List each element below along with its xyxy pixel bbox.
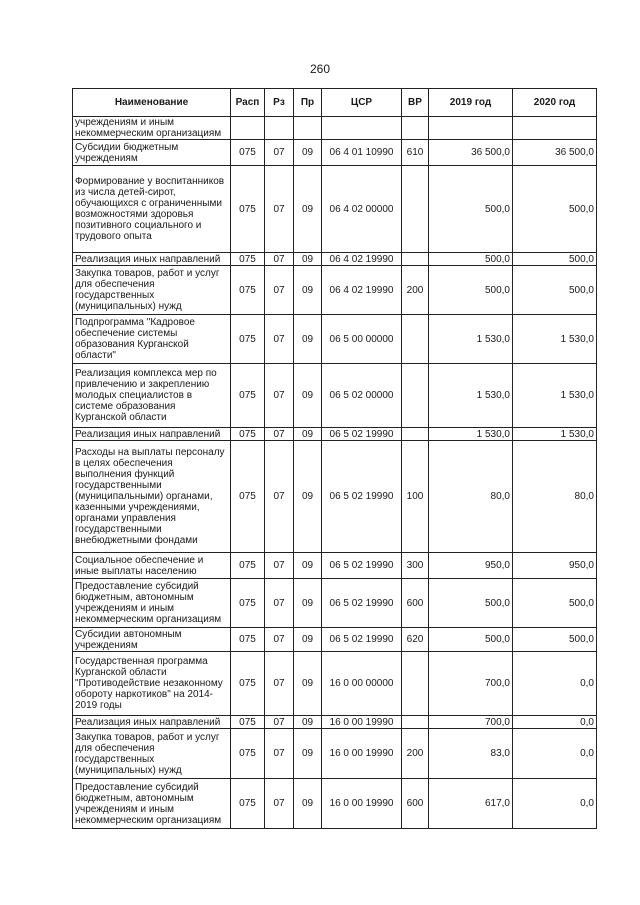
row-rz-cell: 07	[265, 729, 294, 779]
row-name-cell: Расходы на выплаты персоналу в целях обеспечения выполнения функций государственными (муниципальными) органами, казенными учреждениями, органами управления государственными внебюджетными фондами	[73, 441, 231, 553]
row-2019-cell	[429, 117, 513, 140]
row-pr-cell: 09	[294, 441, 322, 553]
row-2019-cell: 500,0	[429, 166, 513, 253]
row-pr-cell: 09	[294, 364, 322, 428]
row-vr-cell	[402, 652, 429, 716]
row-rz-cell: 07	[265, 140, 294, 166]
row-vr-cell: 610	[402, 140, 429, 166]
row-rz-cell: 07	[265, 364, 294, 428]
table-row	[73, 779, 597, 829]
table-row	[73, 166, 597, 253]
row-rz-cell	[265, 117, 294, 140]
row-csr-cell	[322, 117, 402, 140]
page-number: 260	[309, 62, 331, 76]
row-csr-cell: 06 5 02 19990	[322, 441, 402, 553]
row-2019-cell: 950,0	[429, 553, 513, 579]
row-name-cell: Реализация иных направлений	[73, 716, 231, 729]
table-row	[73, 253, 597, 266]
row-name-cell: Реализация иных направлений	[73, 428, 231, 441]
header-vr: ВР	[402, 89, 429, 117]
row-pr-cell: 09	[294, 140, 322, 166]
row-2020-cell: 500,0	[513, 628, 597, 652]
header-2020: 2020 год	[513, 89, 597, 117]
row-csr-cell: 16 0 00 19990	[322, 779, 402, 829]
row-rz-cell: 07	[265, 579, 294, 628]
row-vr-cell: 200	[402, 729, 429, 779]
row-rasp-cell: 075	[231, 140, 265, 166]
row-rasp-cell: 075	[231, 779, 265, 829]
row-2020-cell: 1 530,0	[513, 315, 597, 364]
row-pr-cell: 09	[294, 716, 322, 729]
row-pr-cell: 09	[294, 166, 322, 253]
row-2020-cell: 500,0	[513, 253, 597, 266]
row-pr-cell: 09	[294, 729, 322, 779]
row-csr-cell: 16 0 00 19990	[322, 716, 402, 729]
row-2020-cell: 500,0	[513, 579, 597, 628]
row-rasp-cell: 075	[231, 364, 265, 428]
row-csr-cell: 06 5 02 00000	[322, 364, 402, 428]
row-2019-cell: 1 530,0	[429, 364, 513, 428]
row-rasp-cell: 075	[231, 652, 265, 716]
row-name-cell: Реализация иных направлений	[73, 253, 231, 266]
table-row	[73, 266, 597, 315]
row-pr-cell: 09	[294, 652, 322, 716]
row-vr-cell: 100	[402, 441, 429, 553]
row-csr-cell: 06 4 02 00000	[322, 166, 402, 253]
row-rz-cell: 07	[265, 315, 294, 364]
row-2019-cell: 1 530,0	[429, 428, 513, 441]
row-2019-cell: 500,0	[429, 266, 513, 315]
row-rasp-cell: 075	[231, 166, 265, 253]
row-2020-cell: 500,0	[513, 266, 597, 315]
row-rz-cell: 07	[265, 628, 294, 652]
row-rasp-cell: 075	[231, 716, 265, 729]
row-csr-cell: 06 5 02 19990	[322, 428, 402, 441]
row-csr-cell: 16 0 00 19990	[322, 729, 402, 779]
row-2019-cell: 500,0	[429, 253, 513, 266]
row-pr-cell: 09	[294, 266, 322, 315]
table-row	[73, 628, 597, 652]
row-name-cell: Предоставление субсидий бюджетным, автономным учреждениям и иным некоммерческим организациям	[73, 779, 231, 829]
table-row	[73, 716, 597, 729]
row-vr-cell: 200	[402, 266, 429, 315]
row-csr-cell: 06 4 01 10990	[322, 140, 402, 166]
row-pr-cell: 09	[294, 428, 322, 441]
row-2020-cell: 1 530,0	[513, 364, 597, 428]
row-2019-cell: 500,0	[429, 628, 513, 652]
row-csr-cell: 06 5 00 00000	[322, 315, 402, 364]
row-2020-cell: 0,0	[513, 729, 597, 779]
row-name-cell: Государственная программа Курганской области "Противодействие незаконному обороту наркотиков" на 2014-2019 годы	[73, 652, 231, 716]
row-2019-cell: 80,0	[429, 441, 513, 553]
row-pr-cell: 09	[294, 779, 322, 829]
row-name-cell: Субсидии бюджетным учреждениям	[73, 140, 231, 166]
row-2019-cell: 83,0	[429, 729, 513, 779]
table-row	[73, 428, 597, 441]
row-rasp-cell: 075	[231, 553, 265, 579]
row-pr-cell: 09	[294, 579, 322, 628]
row-vr-cell: 600	[402, 579, 429, 628]
row-rz-cell: 07	[265, 553, 294, 579]
row-rz-cell: 07	[265, 253, 294, 266]
row-vr-cell	[402, 364, 429, 428]
row-csr-cell: 06 5 02 19990	[322, 628, 402, 652]
row-csr-cell: 06 4 02 19990	[322, 266, 402, 315]
row-rz-cell: 07	[265, 428, 294, 441]
table-header-row	[73, 89, 597, 117]
row-pr-cell	[294, 117, 322, 140]
row-pr-cell: 09	[294, 628, 322, 652]
row-rz-cell: 07	[265, 779, 294, 829]
row-2019-cell: 36 500,0	[429, 140, 513, 166]
row-2020-cell: 0,0	[513, 716, 597, 729]
row-2020-cell: 950,0	[513, 553, 597, 579]
row-rasp-cell: 075	[231, 729, 265, 779]
row-rz-cell: 07	[265, 716, 294, 729]
header-rz: Рз	[265, 89, 294, 117]
row-name-cell: учреждениям и иным некоммерческим организациям	[73, 117, 231, 140]
row-rasp-cell: 075	[231, 315, 265, 364]
row-vr-cell	[402, 166, 429, 253]
table-row	[73, 729, 597, 779]
row-name-cell: Закупка товаров, работ и услуг для обеспечения государственных (муниципальных) нужд	[73, 729, 231, 779]
row-vr-cell: 300	[402, 553, 429, 579]
table-row	[73, 579, 597, 628]
row-rasp-cell: 075	[231, 579, 265, 628]
row-vr-cell	[402, 315, 429, 364]
table-row	[73, 315, 597, 364]
header-2019: 2019 год	[429, 89, 513, 117]
row-2020-cell: 36 500,0	[513, 140, 597, 166]
row-2020-cell: 0,0	[513, 779, 597, 829]
row-rasp-cell: 075	[231, 253, 265, 266]
row-vr-cell	[402, 117, 429, 140]
row-name-cell: Реализация комплекса мер по привлечению и закреплению молодых специалистов в системе образования Курганской области	[73, 364, 231, 428]
row-2019-cell: 700,0	[429, 652, 513, 716]
row-rasp-cell: 075	[231, 266, 265, 315]
row-2020-cell: 0,0	[513, 652, 597, 716]
row-rasp-cell: 075	[231, 441, 265, 553]
budget-table	[72, 88, 597, 829]
row-rasp-cell	[231, 117, 265, 140]
row-rz-cell: 07	[265, 441, 294, 553]
row-vr-cell	[402, 428, 429, 441]
row-name-cell: Закупка товаров, работ и услуг для обеспечения государственных (муниципальных) нужд	[73, 266, 231, 315]
table-row	[73, 553, 597, 579]
table-row	[73, 652, 597, 716]
row-name-cell: Субсидии автономным учреждениям	[73, 628, 231, 652]
row-rasp-cell: 075	[231, 428, 265, 441]
row-csr-cell: 06 4 02 19990	[322, 253, 402, 266]
row-2020-cell	[513, 117, 597, 140]
header-rasp: Расп	[231, 89, 265, 117]
row-pr-cell: 09	[294, 253, 322, 266]
row-name-cell: Подпрограмма "Кадровое обеспечение системы образования Курганской области"	[73, 315, 231, 364]
row-name-cell: Социальное обеспечение и иные выплаты населению	[73, 553, 231, 579]
header-name: Наименование	[73, 89, 231, 117]
row-2019-cell: 1 530,0	[429, 315, 513, 364]
row-pr-cell: 09	[294, 315, 322, 364]
row-rasp-cell: 075	[231, 628, 265, 652]
row-name-cell: Формирование у воспитанников из числа детей-сирот, обучающихся с ограниченными возможностями здоровья позитивного социального и трудового опыта	[73, 166, 231, 253]
header-csr: ЦСР	[322, 89, 402, 117]
row-2020-cell: 500,0	[513, 166, 597, 253]
table-body	[73, 117, 597, 829]
row-rz-cell: 07	[265, 166, 294, 253]
row-vr-cell	[402, 253, 429, 266]
row-vr-cell	[402, 716, 429, 729]
row-2019-cell: 700,0	[429, 716, 513, 729]
table-row	[73, 441, 597, 553]
row-vr-cell: 600	[402, 779, 429, 829]
row-rz-cell: 07	[265, 652, 294, 716]
table-row	[73, 364, 597, 428]
row-pr-cell: 09	[294, 553, 322, 579]
row-name-cell: Предоставление субсидий бюджетным, автономным учреждениям и иным некоммерческим организациям	[73, 579, 231, 628]
row-vr-cell: 620	[402, 628, 429, 652]
row-2020-cell: 1 530,0	[513, 428, 597, 441]
row-csr-cell: 06 5 02 19990	[322, 579, 402, 628]
header-pr: Пр	[294, 89, 322, 117]
row-2019-cell: 617,0	[429, 779, 513, 829]
row-2020-cell: 80,0	[513, 441, 597, 553]
row-csr-cell: 06 5 02 19990	[322, 553, 402, 579]
row-csr-cell: 16 0 00 00000	[322, 652, 402, 716]
table-row	[73, 117, 597, 140]
row-rz-cell: 07	[265, 266, 294, 315]
table-row	[73, 140, 597, 166]
row-2019-cell: 500,0	[429, 579, 513, 628]
